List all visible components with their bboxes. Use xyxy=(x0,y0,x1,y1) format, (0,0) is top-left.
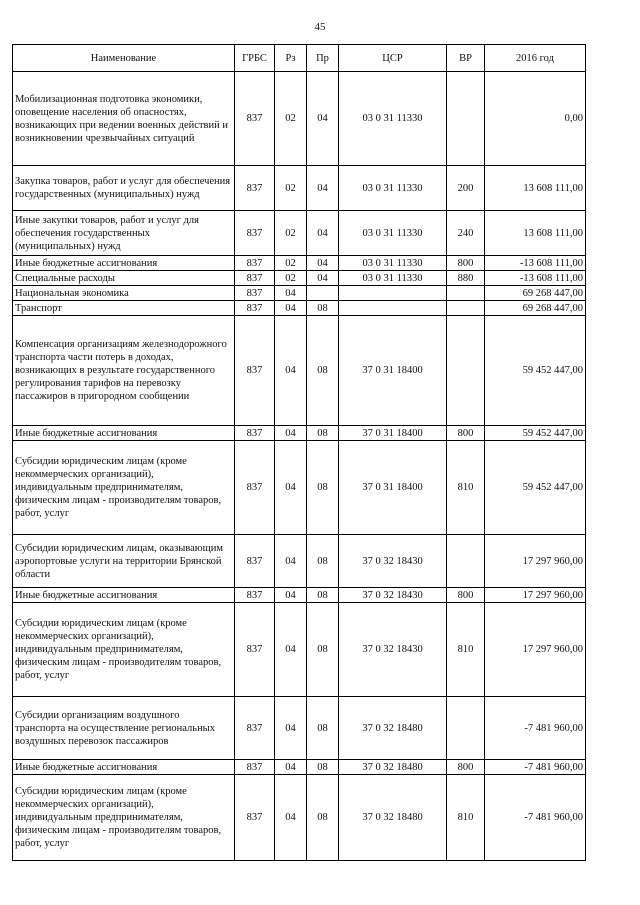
cell-name: Субсидии юридическим лицам (кроме некоммерческих организаций), индивидуальным предпринимателям, физическим лицам - производителям товаров, работ, услуг xyxy=(13,441,235,535)
cell-vr: 800 xyxy=(447,426,485,441)
cell-csr: 37 0 31 18400 xyxy=(339,441,447,535)
table-row xyxy=(13,301,586,316)
cell-vr: 800 xyxy=(447,760,485,775)
cell-vr: 810 xyxy=(447,441,485,535)
table-row xyxy=(13,441,586,535)
cell-sum: 13 608 111,00 xyxy=(485,166,586,211)
cell-pr: 08 xyxy=(307,760,339,775)
cell-rz: 04 xyxy=(275,775,307,861)
header-grbs: ГРБС xyxy=(235,45,275,72)
page-number: 45 xyxy=(314,21,326,33)
cell-sum: 69 268 447,00 xyxy=(485,286,586,301)
cell-csr: 37 0 32 18430 xyxy=(339,588,447,603)
cell-csr xyxy=(339,301,447,316)
cell-grbs: 837 xyxy=(235,211,275,256)
header-name: Наименование xyxy=(13,45,235,72)
cell-name: Иные бюджетные ассигнования xyxy=(13,760,235,775)
cell-name: Национальная экономика xyxy=(13,286,235,301)
table-row xyxy=(13,271,586,286)
cell-pr: 08 xyxy=(307,301,339,316)
cell-rz: 04 xyxy=(275,316,307,426)
cell-pr xyxy=(307,286,339,301)
header-rz: Рз xyxy=(275,45,307,72)
cell-name: Закупка товаров, работ и услуг для обеспечения государственных (муниципальных) нужд xyxy=(13,166,235,211)
header-csr: ЦСР xyxy=(339,45,447,72)
cell-grbs: 837 xyxy=(235,441,275,535)
cell-name: Транспорт xyxy=(13,301,235,316)
cell-sum: 17 297 960,00 xyxy=(485,588,586,603)
table-row xyxy=(13,256,586,271)
cell-vr: 200 xyxy=(447,166,485,211)
cell-rz: 04 xyxy=(275,588,307,603)
cell-grbs: 837 xyxy=(235,426,275,441)
cell-grbs: 837 xyxy=(235,72,275,166)
table-row xyxy=(13,316,586,426)
cell-sum: 0,00 xyxy=(485,72,586,166)
cell-sum: -13 608 111,00 xyxy=(485,271,586,286)
table-row xyxy=(13,426,586,441)
cell-grbs: 837 xyxy=(235,316,275,426)
table-row xyxy=(13,760,586,775)
cell-rz: 02 xyxy=(275,271,307,286)
cell-pr: 04 xyxy=(307,271,339,286)
cell-pr: 08 xyxy=(307,316,339,426)
cell-vr: 800 xyxy=(447,588,485,603)
cell-sum: -7 481 960,00 xyxy=(485,697,586,760)
table-row xyxy=(13,166,586,211)
cell-name: Субсидии юридическим лицам (кроме некоммерческих организаций), индивидуальным предпринимателям, физическим лицам - производителям товаров, работ, услуг xyxy=(13,603,235,697)
cell-csr: 03 0 31 11330 xyxy=(339,72,447,166)
cell-name: Компенсация организациям железнодорожного транспорта части потерь в доходах, возникающих в результате государственного регулирования тарифов на перевозку пассажиров в пригородном сообщении xyxy=(13,316,235,426)
cell-vr xyxy=(447,301,485,316)
cell-sum: 17 297 960,00 xyxy=(485,603,586,697)
cell-csr xyxy=(339,286,447,301)
cell-sum: -13 608 111,00 xyxy=(485,256,586,271)
cell-grbs: 837 xyxy=(235,760,275,775)
cell-pr: 08 xyxy=(307,775,339,861)
cell-grbs: 837 xyxy=(235,603,275,697)
cell-pr: 04 xyxy=(307,256,339,271)
cell-pr: 04 xyxy=(307,72,339,166)
cell-rz: 04 xyxy=(275,603,307,697)
cell-csr: 37 0 32 18480 xyxy=(339,760,447,775)
cell-pr: 08 xyxy=(307,535,339,588)
cell-csr: 37 0 32 18480 xyxy=(339,775,447,861)
table-row xyxy=(13,535,586,588)
budget-table xyxy=(12,44,586,861)
cell-pr: 08 xyxy=(307,441,339,535)
cell-csr: 03 0 31 11330 xyxy=(339,166,447,211)
cell-name: Специальные расходы xyxy=(13,271,235,286)
table-row xyxy=(13,697,586,760)
cell-pr: 04 xyxy=(307,166,339,211)
cell-rz: 04 xyxy=(275,760,307,775)
cell-vr: 880 xyxy=(447,271,485,286)
cell-sum: 17 297 960,00 xyxy=(485,535,586,588)
cell-csr: 37 0 31 18400 xyxy=(339,426,447,441)
table-row xyxy=(13,588,586,603)
cell-csr: 37 0 31 18400 xyxy=(339,316,447,426)
cell-csr: 03 0 31 11330 xyxy=(339,271,447,286)
cell-pr: 08 xyxy=(307,426,339,441)
cell-grbs: 837 xyxy=(235,775,275,861)
cell-name: Иные закупки товаров, работ и услуг для обеспечения государственных (муниципальных) нужд xyxy=(13,211,235,256)
cell-sum: -7 481 960,00 xyxy=(485,775,586,861)
cell-grbs: 837 xyxy=(235,697,275,760)
table-row xyxy=(13,286,586,301)
cell-rz: 02 xyxy=(275,256,307,271)
cell-pr: 04 xyxy=(307,211,339,256)
cell-grbs: 837 xyxy=(235,301,275,316)
cell-rz: 02 xyxy=(275,72,307,166)
cell-vr: 240 xyxy=(447,211,485,256)
header-pr: Пр xyxy=(307,45,339,72)
cell-rz: 04 xyxy=(275,535,307,588)
cell-sum: 59 452 447,00 xyxy=(485,316,586,426)
cell-pr: 08 xyxy=(307,603,339,697)
table-row xyxy=(13,72,586,166)
cell-name: Мобилизационная подготовка экономики, оповещение населения об опасностях, возникающих при ведении военных действий и возникновении чрезвычайных ситуаций xyxy=(13,72,235,166)
cell-name: Иные бюджетные ассигнования xyxy=(13,256,235,271)
table-row xyxy=(13,603,586,697)
cell-name: Субсидии организациям воздушного транспорта на осуществление региональных воздушных перевозок пассажиров xyxy=(13,697,235,760)
cell-vr xyxy=(447,72,485,166)
cell-sum: 59 452 447,00 xyxy=(485,441,586,535)
cell-rz: 04 xyxy=(275,301,307,316)
cell-vr xyxy=(447,316,485,426)
cell-grbs: 837 xyxy=(235,535,275,588)
cell-rz: 04 xyxy=(275,426,307,441)
cell-grbs: 837 xyxy=(235,588,275,603)
cell-rz: 02 xyxy=(275,166,307,211)
cell-vr: 800 xyxy=(447,256,485,271)
cell-name: Субсидии юридическим лицам, оказывающим аэропортовые услуги на территории Брянской области xyxy=(13,535,235,588)
table-header-row xyxy=(13,45,586,72)
table-row xyxy=(13,211,586,256)
cell-csr: 37 0 32 18430 xyxy=(339,603,447,697)
cell-rz: 04 xyxy=(275,441,307,535)
cell-sum: 13 608 111,00 xyxy=(485,211,586,256)
cell-vr xyxy=(447,286,485,301)
cell-grbs: 837 xyxy=(235,271,275,286)
cell-name: Иные бюджетные ассигнования xyxy=(13,426,235,441)
header-year: 2016 год xyxy=(485,45,586,72)
table-row xyxy=(13,775,586,861)
cell-vr xyxy=(447,697,485,760)
cell-csr: 03 0 31 11330 xyxy=(339,256,447,271)
cell-rz: 04 xyxy=(275,697,307,760)
cell-rz: 02 xyxy=(275,211,307,256)
header-vr: ВР xyxy=(447,45,485,72)
cell-name: Субсидии юридическим лицам (кроме некоммерческих организаций), индивидуальным предпринимателям, физическим лицам - производителям товаров, работ, услуг xyxy=(13,775,235,861)
cell-sum: -7 481 960,00 xyxy=(485,760,586,775)
cell-sum: 69 268 447,00 xyxy=(485,301,586,316)
cell-grbs: 837 xyxy=(235,166,275,211)
cell-grbs: 837 xyxy=(235,256,275,271)
cell-sum: 59 452 447,00 xyxy=(485,426,586,441)
cell-vr: 810 xyxy=(447,775,485,861)
cell-name: Иные бюджетные ассигнования xyxy=(13,588,235,603)
cell-csr: 37 0 32 18480 xyxy=(339,697,447,760)
cell-grbs: 837 xyxy=(235,286,275,301)
cell-rz: 04 xyxy=(275,286,307,301)
cell-csr: 37 0 32 18430 xyxy=(339,535,447,588)
cell-csr: 03 0 31 11330 xyxy=(339,211,447,256)
cell-pr: 08 xyxy=(307,588,339,603)
cell-vr: 810 xyxy=(447,603,485,697)
cell-pr: 08 xyxy=(307,697,339,760)
cell-vr xyxy=(447,535,485,588)
